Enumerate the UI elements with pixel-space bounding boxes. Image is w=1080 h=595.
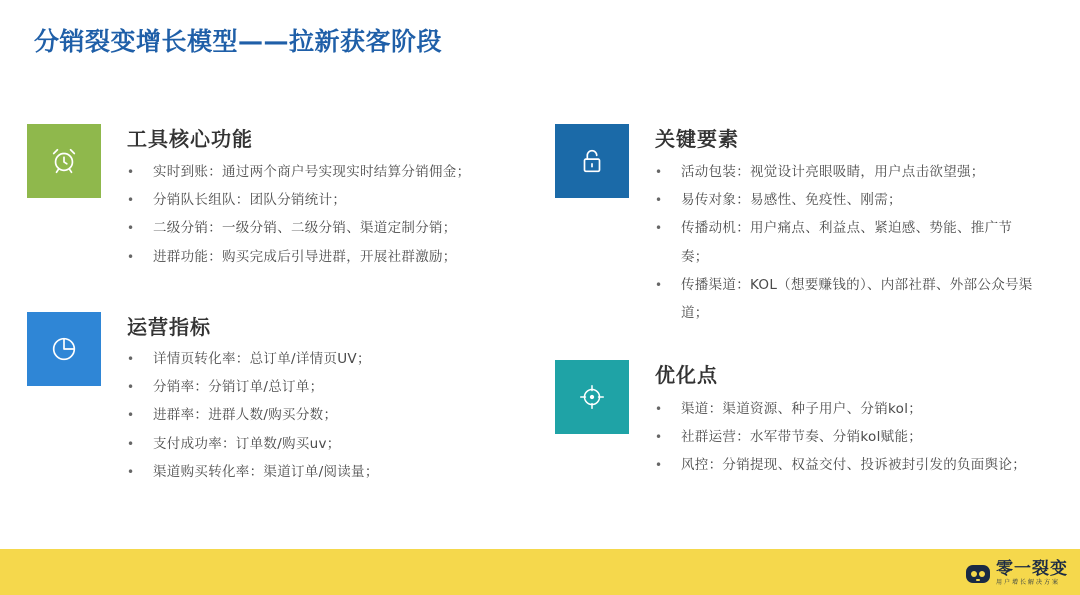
list-item: • 进群功能：购买完成后引导进群，开展社群激励； [127, 243, 527, 271]
lock-icon [577, 146, 607, 176]
list-item: • 社群运营：水军带节奏、分销kol赋能； [655, 423, 1033, 451]
logo-name: 零一裂变 [996, 559, 1068, 579]
list-item: • 支付成功率：订单数/购买uv； [127, 430, 527, 458]
elements-title: 关键要素 [655, 127, 739, 151]
list-item: • 传播动机：用户痛点、利益点、紧迫感、势能、推广节奏； [655, 214, 1033, 270]
list-item: • 分销率：分销订单/总订单； [127, 373, 527, 401]
tools-icon-box [27, 124, 101, 198]
metrics-title: 运营指标 [127, 315, 211, 339]
metrics-list [127, 345, 527, 486]
list-item: • 分销队长组队：团队分销统计； [127, 186, 527, 214]
list-item: • 详情页转化率：总订单/详情页UV； [127, 345, 527, 373]
brand-logo [964, 560, 1068, 587]
metrics-icon-box [27, 312, 101, 386]
list-item: • 渠道：渠道资源、种子用户、分销kol； [655, 395, 1033, 423]
optimize-title: 优化点 [655, 363, 718, 387]
robot-logo-icon [964, 562, 992, 586]
optimize-list [655, 395, 1033, 480]
logo-tagline: 用户增长解决方案 [996, 579, 1061, 586]
elements-list [655, 158, 1033, 327]
list-item: • 渠道购买转化率：渠道订单/阅读量； [127, 458, 527, 486]
page-title: 分销裂变增长模型——拉新获客阶段 [34, 27, 443, 56]
list-item: • 易传对象：易感性、免疫性、刚需； [655, 186, 1033, 214]
list-item: • 活动包装：视觉设计亮眼吸睛，用户点击欲望强； [655, 158, 1033, 186]
list-item: • 二级分销：一级分销、二级分销、渠道定制分销； [127, 214, 527, 242]
tools-title: 工具核心功能 [127, 127, 253, 151]
list-item: • 传播渠道：KOL（想要赚钱的）、内部社群、外部公众号渠道； [655, 271, 1033, 327]
target-icon [577, 382, 607, 412]
pie-chart-icon [49, 334, 79, 364]
list-item: • 实时到账：通过两个商户号实现实时结算分销佣金； [127, 158, 527, 186]
optimize-icon-box [555, 360, 629, 434]
tools-list [127, 158, 527, 271]
footer-bar [0, 549, 1080, 595]
list-item: • 风控：分销提现、权益交付、投诉被封引发的负面舆论； [655, 451, 1033, 479]
elements-icon-box [555, 124, 629, 198]
alarm-clock-icon [49, 146, 79, 176]
list-item: • 进群率：进群人数/购买分数； [127, 401, 527, 429]
